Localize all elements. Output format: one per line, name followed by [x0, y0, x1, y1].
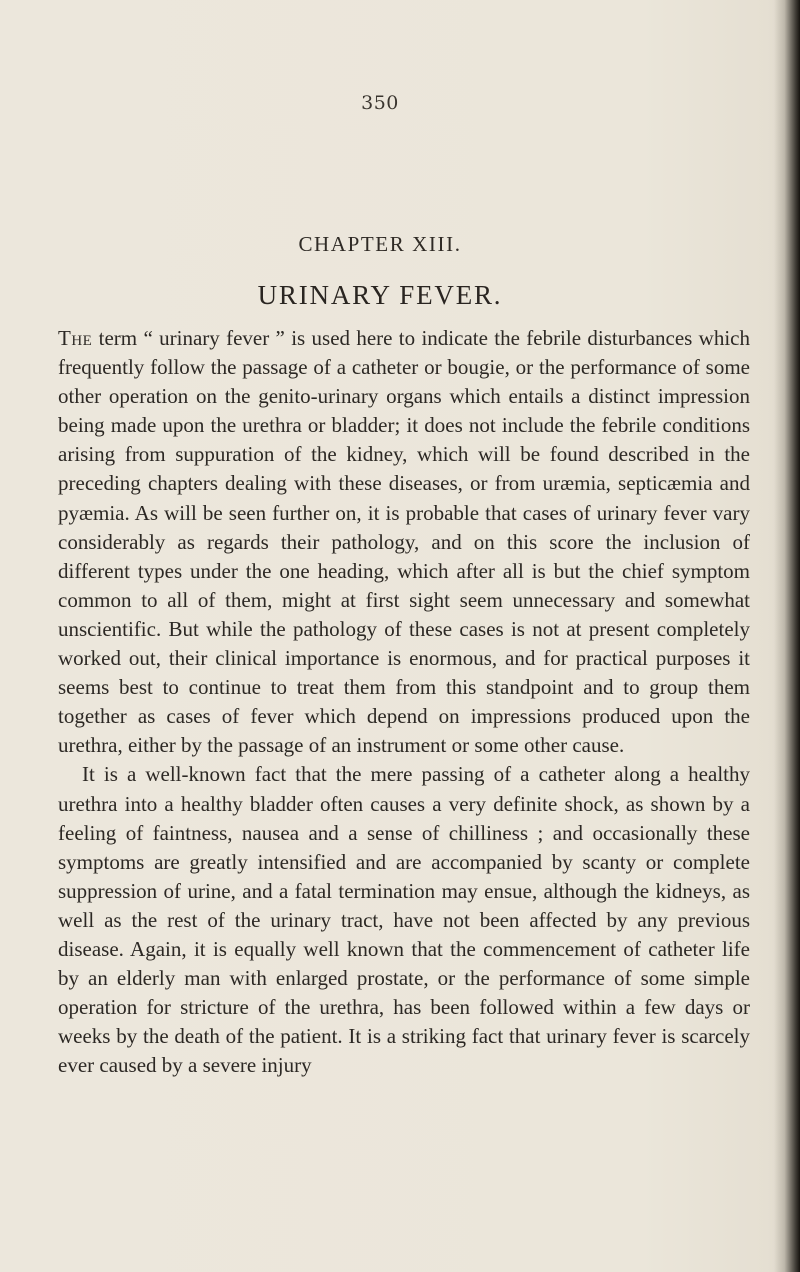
page-edge-shadow	[774, 0, 800, 1272]
paragraph-2	[58, 760, 750, 1080]
page-number: 350	[361, 92, 399, 114]
paragraph-2-text: It is a well-known fact that the mere passing of a catheter along a healthy urethra into a healthy bladder often causes a very definite shock, as shown by a feeling of faintness, nausea and a sense of chilliness ; and occasionally these symptoms are greatly intensified and are accompanied by scanty or complete suppression of urine, and a fatal termination may ensue, although the kidneys, as well as the rest of the urinary tract, have not been affected by any previous disease. Again, it is equally well known that the commencement of catheter life by an elderly man with enlarged prostate, or the performance of some simple operation for stricture of the urethra, has been followed within a few days or weeks by the death of the patient. It is a striking fact that urinary fever is scarcely ever caused by a severe injury	[58, 762, 750, 1078]
chapter-heading: CHAPTER XIII.	[298, 232, 462, 256]
paragraph-1	[58, 324, 750, 760]
body-text	[58, 324, 750, 1080]
paragraph-1-text: term “ urinary fever ” is used here to indicate the febrile disturbances which frequently follow the passage of a catheter or bougie, or the performance of some other operation on the genito-urinary organs which entails a distinct impression being made upon the urethra or bladder; it does not include the febrile conditions arising from suppuration of the kidney, which will be found described in the preceding chapters dealing with these diseases, or from uræmia, septicæmia and pyæmia. As will be seen further on, it is probable that cases of urinary fever vary considerably as regards their pathology, and on this score the inclusion of different types under the one heading, which after all is but the chief symptom common to all of them, might at first sight seem unnecessary and somewhat unscientific. But while the pathology of these cases is not at present completely worked out, their clinical importance is enormous, and for practical purposes it seems best to continue to treat them from this standpoint and to group them together as cases of fever which depend on impressions produced upon the urethra, either by the passage of an instrument or some other cause.	[58, 326, 750, 758]
paragraph-1-first-word: The	[58, 326, 93, 350]
chapter-title: URINARY FEVER.	[257, 280, 503, 310]
